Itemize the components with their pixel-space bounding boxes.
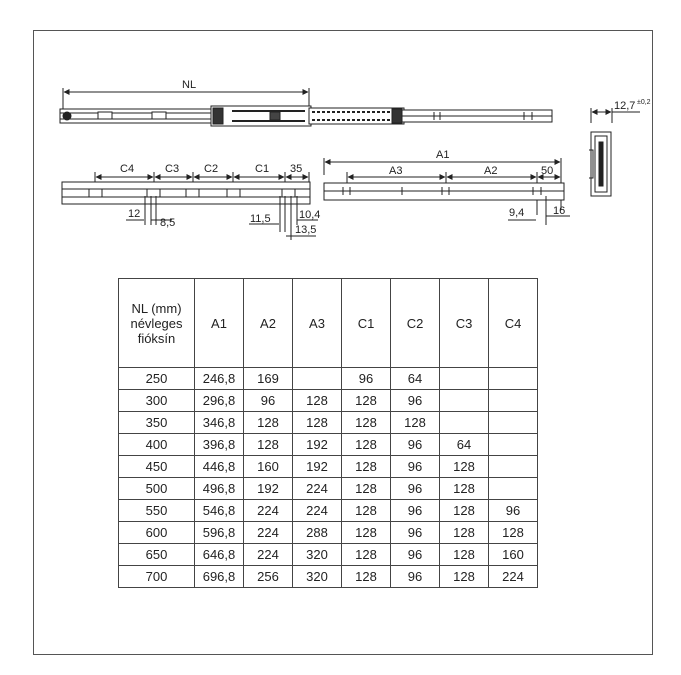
table-row (119, 566, 538, 588)
header-c1: C1 (342, 279, 391, 368)
cell-a1: 496,8 (195, 478, 244, 500)
dim-c3: C3 (165, 163, 180, 175)
table-row (119, 456, 538, 478)
header-nl-line1: NL (mm) (131, 300, 182, 316)
cell-a3: 320 (293, 566, 342, 588)
dim-12: 12 (128, 208, 141, 220)
cell-c4 (489, 390, 538, 412)
header-nl (119, 279, 195, 368)
header-c3: C3 (440, 279, 489, 368)
cell-a1: 246,8 (195, 368, 244, 390)
cell-a2: 224 (244, 500, 293, 522)
cell-c3: 128 (440, 566, 489, 588)
cell-nl: 550 (119, 500, 195, 522)
header-nl-line3: fióksín (137, 330, 176, 346)
cell-c3 (440, 368, 489, 390)
cell-c3: 128 (440, 456, 489, 478)
cell-a3 (293, 368, 342, 390)
slide-end-profile (589, 108, 640, 196)
dim-a2: A2 (484, 165, 498, 177)
table-body (119, 368, 538, 588)
cell-c3: 64 (440, 434, 489, 456)
cell-nl: 300 (119, 390, 195, 412)
cell-a2: 256 (244, 566, 293, 588)
cell-c3: 128 (440, 478, 489, 500)
cell-nl: 250 (119, 368, 195, 390)
slide-top-view (60, 88, 552, 126)
cell-nl: 450 (119, 456, 195, 478)
cell-a1: 346,8 (195, 412, 244, 434)
cell-a3: 128 (293, 390, 342, 412)
cell-c1: 128 (342, 566, 391, 588)
cell-c1: 128 (342, 434, 391, 456)
dim-35: 35 (290, 163, 303, 175)
cell-c4 (489, 368, 538, 390)
cell-a2: 224 (244, 522, 293, 544)
cell-c2: 96 (391, 456, 440, 478)
cell-c2: 128 (391, 412, 440, 434)
table-row (119, 500, 538, 522)
cell-a2: 128 (244, 412, 293, 434)
cell-c2: 96 (391, 566, 440, 588)
cell-a3: 288 (293, 522, 342, 544)
cell-a3: 192 (293, 434, 342, 456)
cell-c1: 96 (342, 368, 391, 390)
header-c2: C2 (391, 279, 440, 368)
cell-c4: 96 (489, 500, 538, 522)
header-a2: A2 (244, 279, 293, 368)
cell-c2: 64 (391, 368, 440, 390)
dimension-table (118, 278, 538, 588)
cell-a1: 696,8 (195, 566, 244, 588)
cell-a2: 192 (244, 478, 293, 500)
dim-c4: C4 (120, 163, 135, 175)
cell-a2: 160 (244, 456, 293, 478)
dim-50: 50 (541, 165, 554, 177)
cell-c4: 128 (489, 522, 538, 544)
cell-c4 (489, 478, 538, 500)
cell-a2: 128 (244, 434, 293, 456)
cell-a1: 596,8 (195, 522, 244, 544)
header-c4: C4 (489, 279, 538, 368)
cell-a1: 396,8 (195, 434, 244, 456)
cell-a3: 192 (293, 456, 342, 478)
table-row (119, 544, 538, 566)
cell-c1: 128 (342, 544, 391, 566)
cell-nl: 700 (119, 566, 195, 588)
cell-c4 (489, 412, 538, 434)
cell-c3 (440, 390, 489, 412)
cell-c4 (489, 456, 538, 478)
dim-16: 16 (553, 205, 566, 217)
header-nl-line2: névleges (130, 315, 183, 331)
cell-c1: 128 (342, 456, 391, 478)
cabinet-member-view (62, 172, 321, 240)
dim-height: 12,7 (614, 100, 636, 112)
dim-10-4: 10,4 (299, 209, 321, 221)
cell-a3: 128 (293, 412, 342, 434)
cell-c2: 96 (391, 522, 440, 544)
cell-a3: 320 (293, 544, 342, 566)
technical-drawing (0, 0, 681, 260)
table-row (119, 478, 538, 500)
dim-8-5: 8,5 (160, 217, 176, 229)
cell-c2: 96 (391, 434, 440, 456)
drawer-member-view (324, 158, 570, 225)
dim-tolerance: ±0,2 (637, 99, 651, 106)
cell-nl: 650 (119, 544, 195, 566)
table-row (119, 368, 538, 390)
cell-c2: 96 (391, 478, 440, 500)
cell-c1: 128 (342, 522, 391, 544)
dim-a1: A1 (436, 149, 450, 161)
table-row (119, 522, 538, 544)
dim-9-4: 9,4 (509, 207, 525, 219)
table-row (119, 412, 538, 434)
cell-c2: 96 (391, 544, 440, 566)
dim-11-5: 11,5 (250, 213, 271, 225)
cell-a2: 224 (244, 544, 293, 566)
table-header-row (119, 279, 538, 368)
cell-c3 (440, 412, 489, 434)
header-a3: A3 (293, 279, 342, 368)
cell-c2: 96 (391, 390, 440, 412)
cell-c1: 128 (342, 478, 391, 500)
cell-a1: 296,8 (195, 390, 244, 412)
cell-c4: 224 (489, 566, 538, 588)
cell-a2: 169 (244, 368, 293, 390)
header-a1: A1 (195, 279, 244, 368)
cell-c4 (489, 434, 538, 456)
cell-a3: 224 (293, 478, 342, 500)
dim-c1: C1 (255, 163, 270, 175)
cell-a3: 224 (293, 500, 342, 522)
cell-nl: 400 (119, 434, 195, 456)
cell-c2: 96 (391, 500, 440, 522)
cell-nl: 500 (119, 478, 195, 500)
cell-c1: 128 (342, 412, 391, 434)
cell-a1: 546,8 (195, 500, 244, 522)
cell-c3: 128 (440, 500, 489, 522)
cell-a1: 646,8 (195, 544, 244, 566)
dim-c2: C2 (204, 163, 219, 175)
dim-13-5: 13,5 (295, 224, 317, 236)
table-row (119, 434, 538, 456)
cell-c4: 160 (489, 544, 538, 566)
cell-c1: 128 (342, 500, 391, 522)
cell-c3: 128 (440, 544, 489, 566)
dim-nl: NL (182, 79, 197, 91)
table-row (119, 390, 538, 412)
cell-c1: 128 (342, 390, 391, 412)
cell-a1: 446,8 (195, 456, 244, 478)
cell-nl: 600 (119, 522, 195, 544)
dim-a3: A3 (389, 165, 403, 177)
cell-c3: 128 (440, 522, 489, 544)
cell-a2: 96 (244, 390, 293, 412)
cell-nl: 350 (119, 412, 195, 434)
